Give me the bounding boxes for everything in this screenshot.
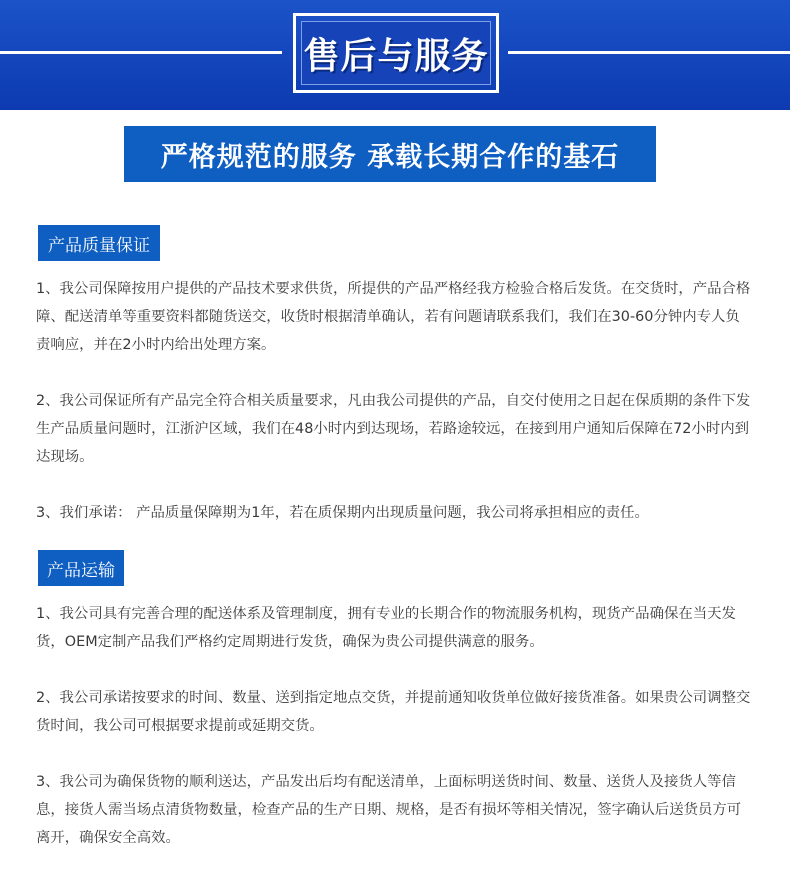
banner-title: 售后与服务: [301, 21, 491, 85]
transport-paragraph-3: 3、我公司为确保货物的顺利送达，产品发出后均有配送清单，上面标明送货时间、数量、送货人及接货人等信息，接货人需当场点清货物数量，检查产品的生产日期、规格，是否有损坏等相关情况，签字确认后送货员方可离开，确保安全高效。: [36, 774, 742, 846]
quality-paragraph-1: 1、我公司保障按用户提供的产品技术要求供货，所提供的产品严格经我方检验合格后发货。在交货时，产品合格障、配送清单等重要资料都随货送交，收货时根据清单确认，若有问题请联系我们，我们在30-60分钟内专人负责响应，并在2小时内给出处理方案。: [36, 281, 751, 353]
section-heading-quality: 产品质量保证: [38, 225, 160, 261]
transport-paragraph-1: 1、我公司具有完善合理的配送体系及管理制度，拥有专业的长期合作的物流服务机构，现货产品确保在当天发货，OEM定制产品我们严格约定周期进行发货，确保为贵公司提供满意的服务。: [36, 606, 736, 650]
transport-paragraph-2: 2、我公司承诺按要求的时间、数量、送到指定地点交货，并提前通知收货单位做好接货准备。如果贵公司调整交货时间，我公司可根据要求提前或延期交货。: [36, 690, 751, 734]
quality-paragraph-3: 3、我们承诺： 产品质量保障期为1年，若在质保期内出现质量问题，我公司将承担相应的责任。: [36, 505, 649, 521]
section-heading-transport: 产品运输: [38, 550, 124, 586]
quality-paragraph-2: 2、我公司保证所有产品完全符合相关质量要求，凡由我公司提供的产品，自交付使用之日起在保质期的条件下发生产品质量问题时，江浙沪区域，我们在48小时内到达现场，若路途较远，在接到用户通知后保障在72小时内到达现场。: [36, 393, 751, 465]
header-banner: [0, 0, 790, 110]
banner-divider-left: [0, 51, 282, 54]
banner-title-frame: [293, 13, 499, 93]
banner-divider-right: [508, 51, 790, 54]
slogan-banner: 严格规范的服务 承载长期合作的基石: [124, 126, 656, 182]
